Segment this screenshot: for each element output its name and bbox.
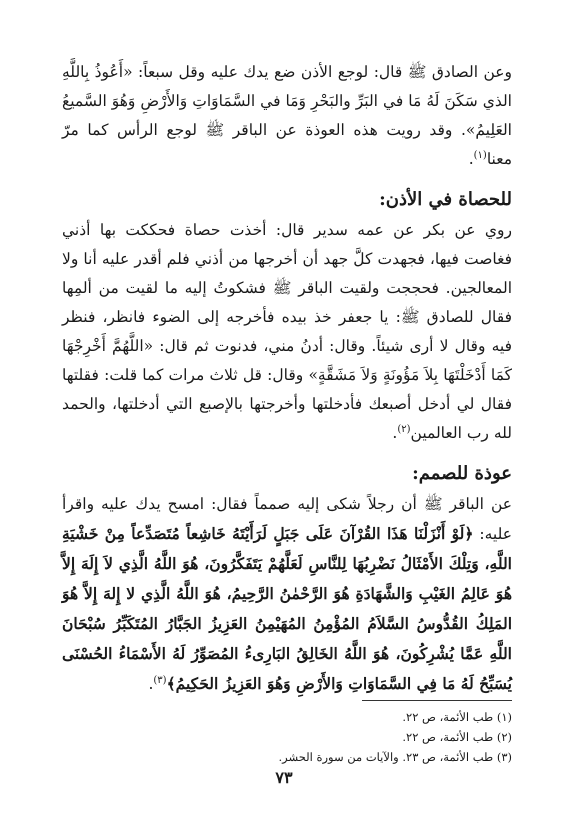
honorific-symbol: ﷺ bbox=[423, 495, 443, 513]
footnote-divider bbox=[362, 700, 512, 701]
footnote-marker: (٣) bbox=[153, 674, 167, 686]
footnote-marker: (١) bbox=[473, 149, 487, 161]
paragraph-ear-pain bbox=[62, 58, 512, 174]
para1-text-c: لوجع الرأس كما مرّ معنا bbox=[62, 121, 512, 168]
para2-text-b: فشكوتُ إليه ما لقيت من ألمِها فقال للصادق bbox=[62, 279, 512, 326]
honorific-symbol: ﷺ bbox=[205, 121, 225, 139]
para2-text-c: : يا جعفر خذ بيده فأخرجه إلى الضوء فانظر، فنظر فيه وقال لا أرى شيئاً. وقال: أدنُ مني، فدنوت ثم قال: «اللَّهُمَّ أَخْرِجْهَا كَمَا أَدْخَلْتَهَا بِلاَ مَؤُونَةٍ وَلاَ مَشَقَّةٍ» وقال: قل ثلاث مرات كما قلت: فقلتها فقال لي أدخل أصبعك فأدخلتها وأخرجتها بالإصبع التي أدخلتها، والحمد لله رب العالمين bbox=[62, 308, 512, 442]
section-heading-deafness: عوذة للصمم: bbox=[412, 463, 512, 484]
footnote-marker: (٢) bbox=[397, 423, 411, 435]
honorific-symbol: ﷺ bbox=[400, 308, 420, 326]
para1-text-a: وعن الصادق bbox=[426, 63, 512, 81]
paragraph-deafness-remedy bbox=[62, 490, 512, 699]
section-heading-pebble-in-ear: للحصاة في الأذن: bbox=[379, 189, 512, 210]
para3-text-a: عن الباقر bbox=[442, 495, 512, 513]
honorific-symbol: ﷺ bbox=[272, 279, 292, 297]
para1-end: . bbox=[468, 150, 474, 168]
footnote-3: (٣) طب الأئمة، ص ٢٣. والآيات من سورة الحشر. bbox=[278, 750, 512, 764]
footnote-2: (٢) طب الأئمة، ص ٢٢. bbox=[402, 730, 512, 744]
footnotes bbox=[62, 700, 512, 767]
para3-end: . bbox=[148, 675, 154, 693]
para2-end: . bbox=[392, 424, 398, 442]
para2-text-a: روي عن بكر عن عمه سدير قال: أخذت حصاة فحككت بها أذني فغاصت فيها، فجهدت كلَّ جهد أن أخرجها من أذني فلم أقدر عليه أنا ولا المعالجين. فحججت ولقيت الباقر bbox=[62, 221, 512, 297]
page-body bbox=[62, 58, 512, 699]
honorific-symbol: ﷺ bbox=[407, 63, 427, 81]
para3-text-b: أن رجلاً شكى إليه صمماً فقال: امسح يدك عليه واقرأ عليه: bbox=[62, 495, 512, 543]
page-number: ٧٣ bbox=[275, 768, 293, 787]
paragraph-pebble-story bbox=[62, 216, 512, 448]
quran-verses: ﴿لَوْ أَنْزَلْنَا هَذَا القُرْآنَ عَلَى جَبَلٍ لَرَأَيْتَهُ خَاشِعاً مُتَصَدِّعاً مِنْ خَشْيَةِ اللَّهِ، وَتِلْكَ الأَمْثَالُ نَضْرِبُهَا لِلنَّاسِ لَعَلَّهُمْ يَتَفَكَّرُونَ، هُوَ اللَّهُ الَّذِي لاَ إِلَهَ إِلاَّ هُوَ عَالِمُ الغَيْبِ وَالشَّهَادَةِ هُوَ الرَّحْمٰنُ الرَّحِيمُ، هُوَ اللَّهُ الَّذِي لا إِلهَ إِلاَّ هُوَ المَلِكُ القُدُّوسُ السَّلاَمُ المُؤْمِنُ المُهَيْمِنُ العَزِيزُ الجَبَّارُ المُتَكَبِّرُ سُبْحَانَ اللَّهِ عَمَّا يُشْرِكُونَ، هُوَ اللَّهُ الخَالِقُ البَارِىءُ المُصَوِّرُ لَهُ الأَسْمَاءُ الحُسْنَى يُسَبِّحُ لَهُ مَا فِي السَّمَاوَاتِ وَالأَرْضِ وَهُوَ العَزِيزُ الحَكِيمُ﴾ bbox=[62, 524, 512, 693]
para1-text-b: قال: لوجع الأذن ضع يدك عليه وقل سبعاً: «أَعُوذُ بِاللَّهِ الذي سَكَنَ لَهُ مَا في البَرِّ والبَحْرِ وَمَا في السَّمَاوَاتِ وَالأَرْضِ وَهُوَ السَّميعُ العَلِيمُ». وقد رويت هذه العوذة عن الباقر bbox=[62, 63, 512, 139]
footnote-1: (١) طب الأئمة، ص ٢٢. bbox=[402, 710, 512, 724]
